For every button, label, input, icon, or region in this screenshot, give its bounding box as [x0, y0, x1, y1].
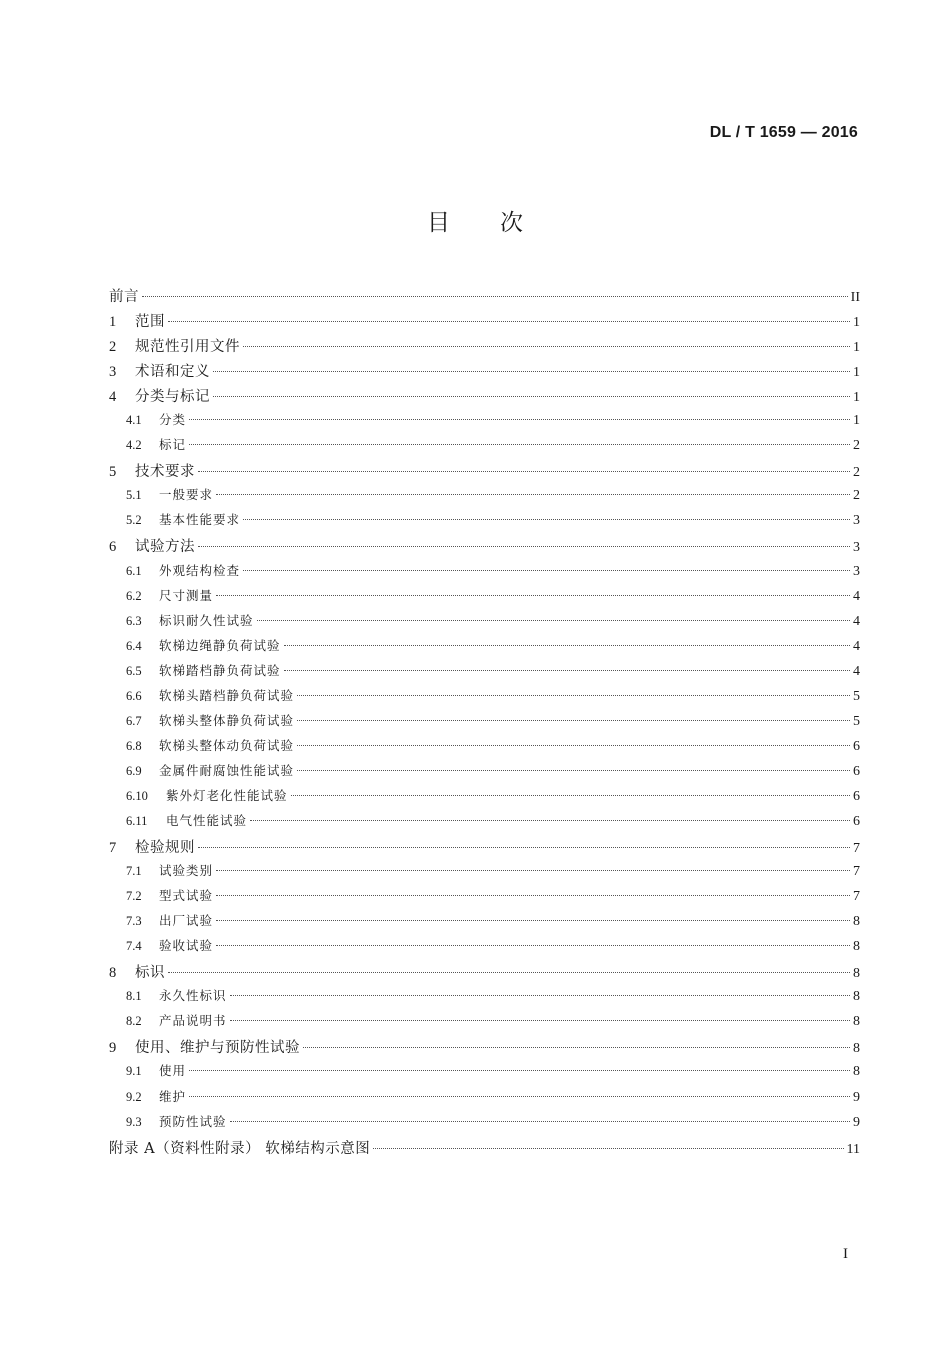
toc-entry[interactable]	[109, 510, 860, 535]
toc-entry-page: 8	[853, 966, 860, 982]
page-number: I	[843, 1246, 848, 1262]
toc-entry-number: 4	[109, 389, 117, 406]
toc-entry[interactable]	[109, 786, 860, 811]
toc-entry-label: 紫外灯老化性能试验	[166, 787, 288, 803]
toc-leader-dots	[168, 321, 850, 322]
toc-entry-number: 6.9	[126, 763, 142, 778]
toc-entry[interactable]	[109, 1061, 860, 1086]
toc-entry[interactable]	[109, 636, 860, 661]
toc-entry-label: 软梯头整体静负荷试验	[159, 712, 295, 728]
toc-entry[interactable]	[109, 385, 860, 410]
toc-leader-dots	[216, 895, 850, 896]
toc-leader-dots	[198, 847, 850, 848]
toc-entry-page: 1	[853, 390, 860, 406]
toc-entry[interactable]	[109, 911, 860, 936]
toc-entry-number: 8.2	[126, 1014, 142, 1029]
toc-entry[interactable]	[109, 335, 860, 360]
toc-entry[interactable]	[109, 586, 860, 611]
toc-leader-dots	[284, 670, 850, 671]
toc-entry[interactable]	[109, 861, 860, 886]
toc-entry[interactable]	[109, 686, 860, 711]
toc-entry-number: 5	[109, 464, 117, 481]
toc-entry-number: 6	[109, 539, 117, 556]
toc-entry-number: 8	[109, 965, 117, 982]
toc-entry[interactable]	[109, 736, 860, 761]
toc-entry-label: 软梯踏档静负荷试验	[159, 662, 281, 678]
toc-entry-number: 1	[109, 314, 117, 331]
toc-entry-label: 软梯边绳静负荷试验	[159, 637, 281, 653]
toc-entry-page: 2	[853, 438, 860, 454]
toc-entry-page: 3	[853, 563, 860, 579]
toc-leader-dots	[250, 820, 850, 821]
toc-entry-label: 分类与标记	[135, 389, 210, 406]
toc-entry-page: 4	[853, 613, 860, 629]
toc-entry-label: 出厂试验	[159, 913, 214, 929]
toc-title-char: 次	[500, 210, 523, 236]
toc-entry-label: 预防性试验	[159, 1113, 227, 1129]
toc-leader-dots	[216, 945, 850, 946]
toc-leader-dots	[168, 972, 850, 973]
toc-entry-label: 术语和定义	[135, 364, 210, 381]
toc-entry-page: 1	[853, 413, 860, 429]
toc-entry-page: 9	[853, 1114, 860, 1130]
toc-entry-label: 标识耐久性试验	[159, 612, 254, 628]
toc-leader-dots	[189, 1096, 850, 1097]
toc-leader-dots	[230, 995, 850, 996]
toc-entry-number: 6.8	[126, 738, 142, 753]
toc-leader-dots	[303, 1047, 850, 1048]
toc-entry-number: 6.2	[126, 588, 142, 603]
toc-entry-page: 11	[846, 1141, 860, 1157]
toc-entry-label: 维护	[159, 1088, 187, 1104]
toc-entry-number: 7	[109, 840, 117, 857]
toc-entry-label: 软梯头整体动负荷试验	[159, 737, 295, 753]
toc-leader-dots	[373, 1148, 843, 1149]
toc-leader-dots	[291, 795, 850, 796]
toc-entry[interactable]	[109, 310, 860, 335]
toc-entry-label: 试验类别	[159, 863, 214, 879]
toc-entry-number: 6.1	[126, 563, 142, 578]
toc-entry-label: 验收试验	[159, 938, 214, 954]
toc-entry-label: 检验规则	[135, 840, 195, 857]
toc-entry-number: 9	[109, 1040, 117, 1057]
toc-entry-label: 使用	[159, 1063, 187, 1079]
toc-leader-dots	[243, 570, 850, 571]
toc-entry-number: 5.2	[126, 513, 142, 528]
toc-entry-label: 标识	[135, 965, 165, 982]
toc-entry[interactable]	[109, 811, 860, 836]
toc-leader-dots	[243, 346, 850, 347]
toc-title-char: 目	[427, 210, 450, 236]
toc-entry[interactable]	[109, 1137, 860, 1162]
toc-entry-number: 6.6	[126, 688, 142, 703]
toc-entry-page: 5	[853, 688, 860, 704]
toc-entry-label: 标记	[159, 437, 187, 453]
toc-leader-dots	[189, 444, 850, 445]
toc-leader-dots	[216, 595, 850, 596]
toc-entry[interactable]	[109, 1036, 860, 1061]
toc-entry[interactable]	[109, 961, 860, 986]
toc-entry-number: 4.1	[126, 413, 142, 428]
toc-entry-label: 金属件耐腐蚀性能试验	[159, 762, 295, 778]
toc-entry-label: 外观结构检查	[159, 562, 241, 578]
toc-entry-number: 7.2	[126, 889, 142, 904]
toc-entry-page: 1	[853, 340, 860, 356]
toc-entry-page: 8	[853, 1064, 860, 1080]
toc-entry-page: 4	[853, 663, 860, 679]
toc-entry-number: 6.3	[126, 613, 142, 628]
toc-entry-page: 2	[853, 465, 860, 481]
toc-entry-label: 试验方法	[135, 539, 195, 556]
toc-entry[interactable]	[109, 460, 860, 485]
toc-entry-number: 2	[109, 339, 117, 356]
toc-entry-page: 3	[853, 513, 860, 529]
toc-entry-page: 8	[853, 1041, 860, 1057]
toc-leader-dots	[257, 620, 850, 621]
toc-entry-number: 5.1	[126, 488, 142, 503]
toc-entry[interactable]	[109, 611, 860, 636]
toc-entry-page: 8	[853, 1014, 860, 1030]
toc-entry[interactable]	[109, 936, 860, 961]
toc-entry[interactable]	[109, 485, 860, 510]
toc-entry[interactable]	[109, 435, 860, 460]
toc-leader-dots	[297, 770, 850, 771]
toc-entry-page: 1	[853, 315, 860, 331]
toc-entry-label: 永久性标识	[159, 988, 227, 1004]
toc-leader-dots	[213, 396, 850, 397]
toc-title	[0, 204, 950, 237]
toc-leader-dots	[216, 494, 850, 495]
toc-entry-page: 5	[853, 713, 860, 729]
toc-entry-page: 8	[853, 989, 860, 1005]
toc-leader-dots	[216, 870, 850, 871]
toc-entry-number: 9.3	[126, 1114, 142, 1129]
toc-entry-number: 6.5	[126, 663, 142, 678]
toc-leader-dots	[243, 519, 850, 520]
toc-entry-label: 附录 A（资料性附录） 软梯结构示意图	[109, 1140, 371, 1157]
toc-entry[interactable]	[109, 1011, 860, 1036]
toc-entry-number: 6.7	[126, 713, 142, 728]
toc-entry[interactable]	[109, 535, 860, 560]
toc-entry[interactable]	[109, 1087, 860, 1112]
toc-entry-page: 6	[853, 813, 860, 829]
toc-entry-page: 6	[853, 763, 860, 779]
toc-entry-page: 7	[853, 864, 860, 880]
toc-entry-label: 分类	[159, 412, 187, 428]
toc-entry[interactable]	[109, 285, 860, 310]
toc-entry-number: 6.4	[126, 638, 142, 653]
toc-entry-number: 6.11	[126, 813, 148, 828]
toc-entry-label: 一般要求	[159, 487, 214, 503]
toc-entry-label: 型式试验	[159, 888, 214, 904]
toc-leader-dots	[297, 745, 850, 746]
toc-entry-number: 8.1	[126, 989, 142, 1004]
toc-entry-label: 使用、维护与预防性试验	[135, 1040, 300, 1057]
toc-entry-page: 4	[853, 638, 860, 654]
toc-entry-label: 规范性引用文件	[135, 339, 240, 356]
toc-entry-page: 2	[853, 488, 860, 504]
toc-leader-dots	[198, 546, 850, 547]
toc-leader-dots	[213, 371, 850, 372]
toc-entry-label: 尺寸测量	[159, 587, 214, 603]
toc-entry-page: 7	[853, 841, 860, 857]
toc-entry[interactable]	[109, 410, 860, 435]
toc-leader-dots	[297, 720, 850, 721]
toc-entry-page: 4	[853, 588, 860, 604]
toc-entry[interactable]	[109, 886, 860, 911]
toc-entry-label: 产品说明书	[159, 1013, 227, 1029]
toc-entry-label: 基本性能要求	[159, 512, 241, 528]
toc-entry[interactable]	[109, 986, 860, 1011]
table-of-contents	[109, 285, 860, 1162]
toc-entry-page: 3	[853, 540, 860, 556]
toc-entry[interactable]	[109, 360, 860, 385]
toc-entry-page: 8	[853, 914, 860, 930]
toc-leader-dots	[189, 419, 850, 420]
toc-entry-page: 1	[853, 365, 860, 381]
toc-entry-number: 4.2	[126, 438, 142, 453]
toc-leader-dots	[230, 1020, 850, 1021]
toc-entry[interactable]	[109, 561, 860, 586]
toc-entry-number: 9.1	[126, 1064, 142, 1079]
toc-entry[interactable]	[109, 661, 860, 686]
toc-entry-page: 6	[853, 788, 860, 804]
toc-entry-page: II	[850, 290, 860, 305]
toc-leader-dots	[198, 471, 850, 472]
toc-leader-dots	[216, 920, 850, 921]
toc-entry[interactable]	[109, 1112, 860, 1137]
toc-entry-number: 7.1	[126, 864, 142, 879]
toc-entry-page: 7	[853, 889, 860, 905]
toc-leader-dots	[142, 296, 848, 297]
standard-code: DL / T 1659 — 2016	[709, 124, 858, 141]
toc-entry-number: 7.3	[126, 914, 142, 929]
toc-entry-label: 技术要求	[135, 464, 195, 481]
toc-entry-label: 电气性能试验	[166, 812, 248, 828]
toc-entry[interactable]	[109, 761, 860, 786]
toc-entry-number: 3	[109, 364, 117, 381]
toc-leader-dots	[230, 1121, 850, 1122]
toc-entry[interactable]	[109, 836, 860, 861]
toc-entry[interactable]	[109, 711, 860, 736]
toc-leader-dots	[284, 645, 850, 646]
toc-entry-page: 6	[853, 738, 860, 754]
toc-leader-dots	[297, 695, 850, 696]
toc-entry-label: 软梯头踏档静负荷试验	[159, 687, 295, 703]
toc-leader-dots	[189, 1070, 850, 1071]
toc-entry-number: 9.2	[126, 1089, 142, 1104]
toc-entry-label: 前言	[109, 289, 139, 305]
toc-entry-number: 6.10	[126, 788, 148, 803]
toc-entry-label: 范围	[135, 314, 165, 331]
toc-entry-page: 8	[853, 939, 860, 955]
toc-entry-number: 7.4	[126, 939, 142, 954]
toc-entry-page: 9	[853, 1089, 860, 1105]
